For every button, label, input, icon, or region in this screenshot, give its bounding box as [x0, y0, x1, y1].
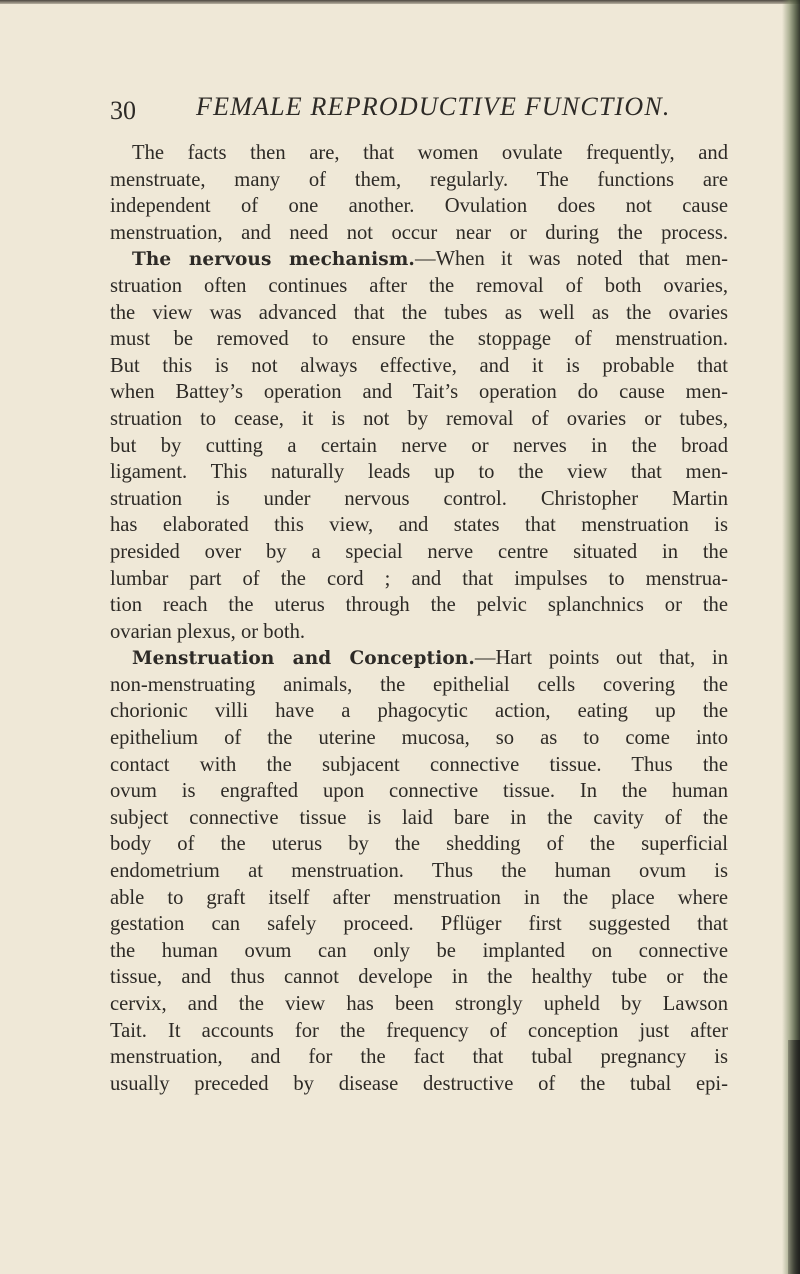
text-line: menstruation, and for the fact that tubal pregnancy is [110, 1046, 728, 1069]
text-line: endometrium at menstruation. Thus the human ovum is [110, 860, 728, 883]
text-line: but by cutting a certain nerve or nerves in the broad [110, 434, 728, 457]
text-line: The facts then are, that women ovulate frequently, and [132, 142, 728, 164]
text-line: when Battey’s operation and Tait’s operation do cause men- [110, 381, 728, 404]
text-line: independent of one another. Ovulation does not cause [110, 195, 728, 218]
text-line: must be removed to ensure the stoppage of menstruation. [110, 328, 728, 351]
text-line: struation often continues after the removal of both ovaries, [110, 274, 728, 297]
text-line: tion reach the uterus through the pelvic splanchnics or the [110, 594, 728, 617]
body-text [110, 140, 728, 1097]
text-line: struation is under nervous control. Christopher Martin [110, 487, 728, 510]
paragraph-first-line [110, 246, 728, 273]
text-line: subject connective tissue is laid bare in the cavity of the [110, 806, 728, 829]
text-line: lumbar part of the cord ; and that impulses to menstrua- [110, 567, 728, 590]
text-line: cervix, and the view has been strongly upheld by Lawson [110, 993, 728, 1015]
text-line: contact with the subjacent connective tissue. Thus the [110, 753, 728, 776]
text-line: tissue, and thus cannot develope in the healthy tube or the [110, 966, 728, 989]
running-title: FEMALE REPRODUCTIVE FUNCTION. [196, 92, 671, 121]
text-line: able to graft itself after menstruation in the place where [110, 886, 728, 909]
text-line: has elaborated this view, and states that menstruation is [110, 514, 728, 537]
text-line: epithelium of the uterine mucosa, so as to come into [110, 727, 728, 750]
text-fragment: —Hart points out that, in [474, 647, 728, 670]
text-line: ovarian plexus, or both. [110, 620, 306, 643]
text-line: presided over by a special nerve centre situated in the [110, 540, 728, 563]
text-line: non-menstruating animals, the epithelial cells covering the [110, 673, 728, 696]
page-number: 30 [110, 96, 136, 125]
text-line: ovum is engrafted upon connective tissue. In the human [110, 780, 728, 803]
page-right-edge [782, 0, 800, 1274]
text-line: usually preceded by disease destructive of the tubal epi- [110, 1072, 728, 1095]
text-line: struation to cease, it is not by removal of ovaries or tubes, [110, 407, 728, 430]
text-line: menstruate, many of them, regularly. The functions are [110, 168, 728, 191]
text-line: But this is not always effective, and it is probable that [110, 354, 728, 377]
text-line: chorionic villi have a phagocytic action, eating up the [110, 700, 728, 723]
paragraph-first-line [110, 645, 728, 672]
section-heading-menstruation-conception: Menstruation and Conception. [132, 648, 475, 670]
text-line: the human ovum can only be implanted on connective [110, 939, 728, 962]
text-fragment: —When it was noted that men- [414, 248, 728, 271]
text-line: body of the uterus by the shedding of the superficial [110, 833, 728, 856]
section-heading-nervous-mechanism: The nervous mechanism. [132, 249, 415, 271]
page-top-edge [0, 0, 800, 4]
text-line: Tait. It accounts for the frequency of conception just after [110, 1019, 728, 1042]
text-line: menstruation, and need not occur near or during the process. [110, 221, 728, 244]
text-line: gestation can safely proceed. Pflüger first suggested that [110, 913, 728, 936]
text-line: the view was advanced that the tubes as well as the ovaries [110, 301, 728, 324]
page-header [110, 92, 730, 132]
text-line: ligament. This naturally leads up to the view that men- [110, 461, 728, 484]
